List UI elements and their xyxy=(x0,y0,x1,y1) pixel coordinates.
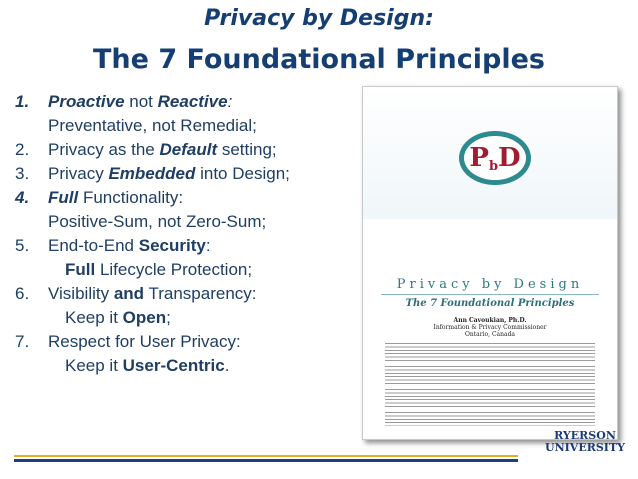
principle-detail xyxy=(48,258,358,282)
footer-blue-rule xyxy=(14,459,518,462)
ryerson-logo xyxy=(538,430,632,454)
document-paragraph xyxy=(385,366,595,384)
principle-number: 5. xyxy=(15,236,30,255)
principle-text: : xyxy=(227,92,233,111)
principle-7 xyxy=(13,330,358,378)
principle-4 xyxy=(13,186,358,234)
document-title: Privacy by Design xyxy=(396,277,584,292)
author-name: Ann Cavoukian, Ph.D. xyxy=(453,317,527,324)
principle-keyword: User-Centric xyxy=(122,356,225,375)
footer-gold-rule xyxy=(14,455,518,457)
principle-number: 6. xyxy=(15,284,30,303)
principle-keyword: Open xyxy=(122,308,167,327)
principle-text: Privacy xyxy=(48,164,109,183)
principle-text: into Design; xyxy=(195,164,290,183)
slide-title: Privacy by Design: xyxy=(204,6,434,31)
principle-5 xyxy=(13,234,358,282)
principle-number: 4. xyxy=(15,188,30,207)
principle-6 xyxy=(13,282,358,330)
principle-number: 2. xyxy=(15,140,30,159)
principle-3 xyxy=(13,162,358,186)
brand-line: UNIVERSITY xyxy=(545,441,625,454)
principle-text: Lifecycle Protection; xyxy=(95,260,253,279)
document-author xyxy=(363,317,617,338)
document-paragraph xyxy=(385,343,595,361)
author-role: Information & Privacy Commissioner xyxy=(433,324,547,331)
principle-keyword: Full xyxy=(48,188,79,207)
principle-text: ; xyxy=(166,308,171,327)
principle-number: 3. xyxy=(15,164,30,183)
principle-keyword: Security xyxy=(138,236,206,255)
principle-1 xyxy=(13,90,358,138)
principle-keyword: Default xyxy=(159,140,218,159)
pbd-logo xyxy=(459,131,531,185)
principle-detail: Preventative, not Remedial; xyxy=(48,116,257,135)
principle-number: 7. xyxy=(15,332,30,351)
logo-letter: P xyxy=(469,143,489,173)
document-cover-image xyxy=(362,86,618,440)
divider xyxy=(381,294,599,295)
principle-text: Privacy as the xyxy=(48,140,160,159)
principle-detail xyxy=(48,306,358,330)
principle-keyword: Full xyxy=(65,260,96,279)
principle-keyword: and xyxy=(113,284,145,303)
principle-keyword: Embedded xyxy=(108,164,196,183)
principle-text: Keep it xyxy=(65,356,123,375)
document-paragraph xyxy=(385,389,595,407)
principle-detail xyxy=(48,354,358,378)
principle-text: Transparency: xyxy=(144,284,257,303)
principle-text: . xyxy=(224,356,230,375)
author-place: Ontario, Canada xyxy=(464,331,515,338)
logo-letter: D xyxy=(498,143,521,173)
document-paragraph xyxy=(385,412,595,426)
principle-text: setting; xyxy=(217,140,277,159)
principle-text: Functionality: xyxy=(78,188,184,207)
principle-keyword: Proactive xyxy=(48,92,125,111)
principle-detail: Positive-Sum, not Zero-Sum; xyxy=(48,212,267,231)
principle-text: End-to-End xyxy=(48,236,139,255)
principle-keyword: Reactive xyxy=(157,92,228,111)
principle-text: not xyxy=(124,92,158,111)
document-subtitle: The 7 Foundational Principles xyxy=(405,298,575,309)
principles-list xyxy=(13,90,358,378)
slide-subtitle: The 7 Foundational Principles xyxy=(92,44,546,75)
principle-text: Respect for User Privacy: xyxy=(48,332,241,351)
principle-text: Keep it xyxy=(65,308,123,327)
principle-number: 1. xyxy=(15,92,30,111)
logo-letter: b xyxy=(488,158,499,174)
principle-text: : xyxy=(205,236,211,255)
principle-2 xyxy=(13,138,358,162)
brand-line: RYERSON xyxy=(554,429,616,442)
principle-text: Visibility xyxy=(48,284,114,303)
